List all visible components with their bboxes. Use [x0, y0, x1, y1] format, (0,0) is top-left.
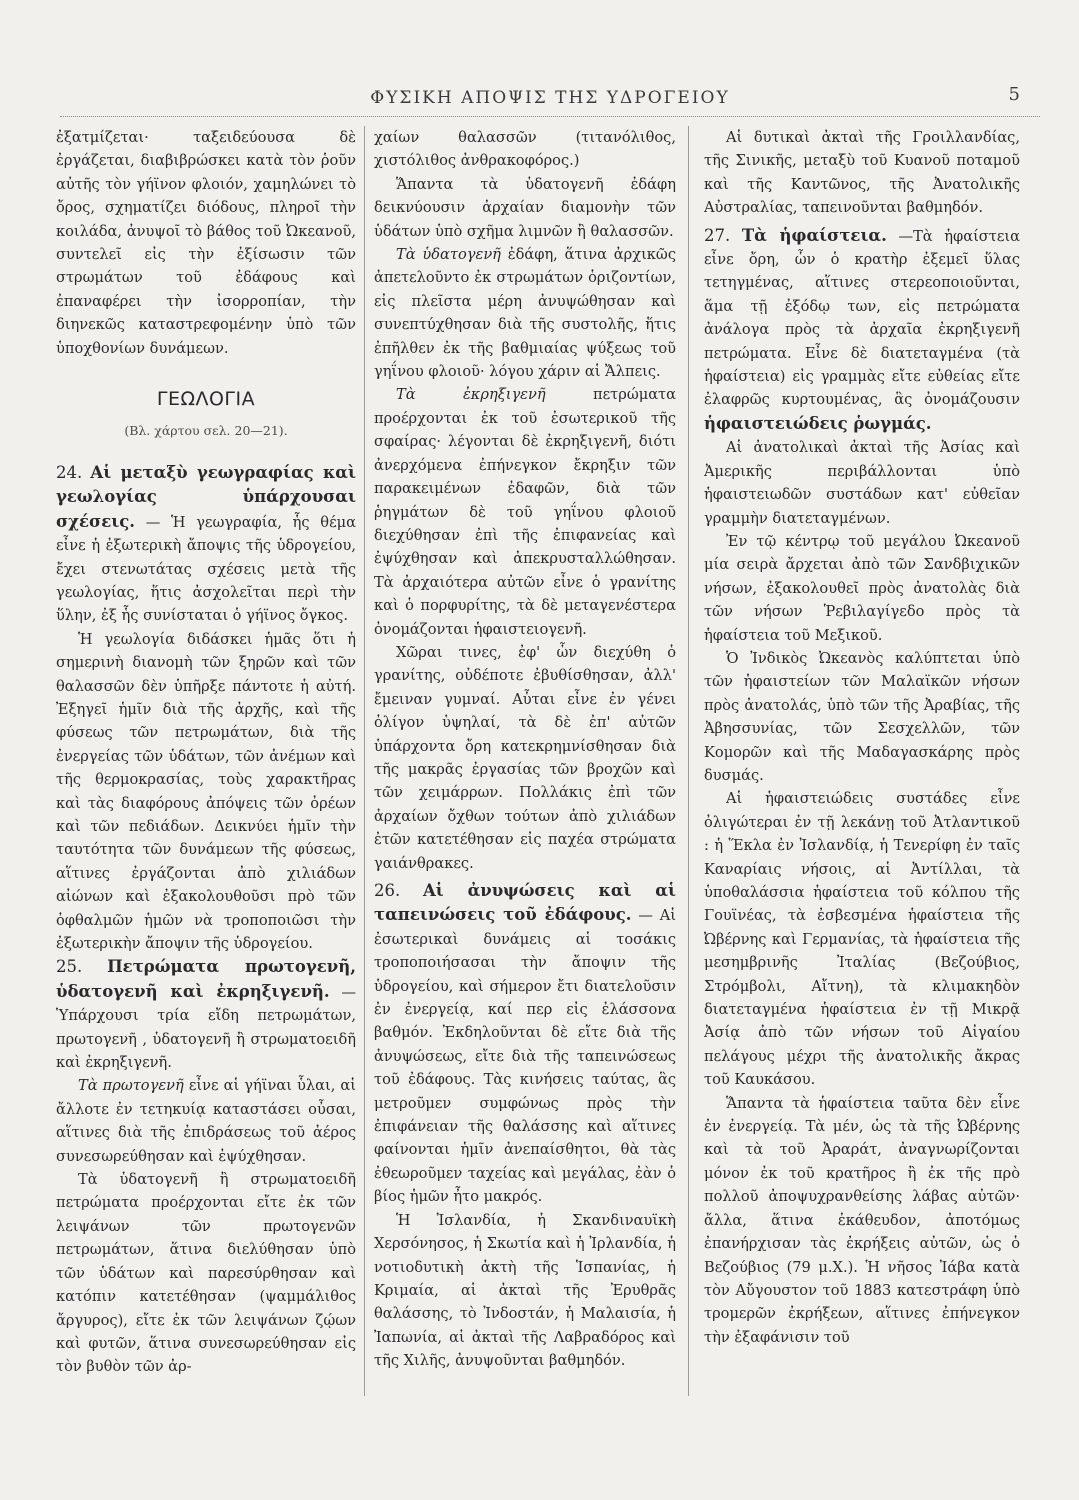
section-24-number: 24.: [56, 462, 83, 482]
primary-rocks-text: εἶνε αἱ γήϊναι ὗλαι, αἱ ἄλλοτε ἐν τετηκυίᾳ καταστάσει οὖσαι, αἵτινες διὰ τῆς ἐπιδράσεως τοῦ ἀέρος συνεσωρεύθησαν καὶ ἐψύχθησαν.: [56, 1077, 356, 1165]
section-25: [56, 955, 356, 1074]
paragraph-active-volcanoes: Ἅπαντα τὰ ἡφαίστεια ταῦτα δὲν εἶνε ἐν ἐνεργείᾳ. Τὰ μέν, ὡς τὰ τῆς Ὠβέρνης καὶ τὰ τοῦ Ἀραράτ, ἀναγνωρίζονται μόνον ἐκ τοῦ κρατῆρος ἢ ἐκ τῆς πρὸ πολλοῦ ἀποψυχρανθείσης λάβας αὐτῶν· ἄλλα, ἅτινα ἐκάθευδον, ἀποτόμως ἐπανήρχισαν τὰς ἐκρήξεις αὐτῶν, ὡς ὁ Βεζούβιος (79 μ.Χ.). Ἡ νῆσος Ἰάβα κατὰ τὸν Αὔγουστον τοῦ 1883 κατεστράφη ὑπὸ τρομερῶν ἐκρήξεων, αἵτινες ἐπήνεγκον τὴν ἐξαφάνισιν τοῦ: [704, 1094, 1020, 1346]
column-2: [374, 126, 676, 1461]
section-24-title: Αἱ μεταξὺ γεωγραφίας καὶ γεωλογίας ὑπάρχουσαι σχέσεις.: [56, 462, 356, 531]
running-title: ΦΥΣΙΚΗ ΑΠΟΨΙΣ ΤΗΣ ΥΔΡΟΓΕΙΟΥ: [370, 88, 730, 108]
uplifted-floors-text: ἐδάφη, ἅτινα ἀρχικῶς ἀπετελοῦντο ἐκ στρωμάτων ὁριζοντίων, εἰς πλεῖστα μέρη ἀνυψώθησαν καὶ συνεπτύχθησαν διὰ τῆς συστολῆς, ἥτις ἐπῆλθεν ἐκ τῆς βαθμιαίας ψύξεως τοῦ γηΐνου φλοιοῦ· λόγου χάριν αἱ Ἄλπεις.: [374, 246, 676, 381]
section-24: [56, 461, 356, 628]
geology-map-reference: (Βλ. χάρτου σελ. 20—21).: [124, 423, 288, 439]
term-eruptive: Τὰ ἐκρηξιγενῆ: [396, 386, 546, 404]
paragraph-pacific-chain: Ἐν τῷ κέντρῳ τοῦ μεγάλου Ὠκεανοῦ μία σειρὰ ἄρχεται ἀπὸ τῶν Σανδβιχικῶν νήσων, ἐξακολουθεῖ πρὸς ἀνατολὰς διὰ τῶν νήσων Ῥεβιλαγίγεδο πρὸς τὰ ἡφαίστεια τοῦ Μεξικοῦ.: [704, 532, 1020, 644]
section-25-number: 25.: [56, 957, 83, 977]
section-26-title: Αἱ ἀνυψώσεις καὶ αἱ ταπεινώσεις τοῦ ἐδάφους.: [374, 881, 676, 925]
section-26-number: 26.: [374, 881, 401, 900]
eruptive-rocks-text: πετρώματα προέρχονται ἐκ τοῦ ἐσωτερικοῦ τῆς σφαίρας· λέγονται δὲ ἐκρηξιγενῆ, διότι ἀνερχόμενα ἐπήνεγκον ἔκρηξιν τῶν παρακειμένων ἐδαφῶν, διὰ τῶν ῥηγμάτων δὲ τοῦ γηΐνου φλοιοῦ διεχύθησαν ἐπὶ τῆς ἐπιφανείας καὶ ἐψύχθησαν καὶ ἀπεκρυσταλλώθησαν. Τὰ ἀρχαιότερα αὐτῶν εἶνε ὁ γρανίτης καὶ ὁ πορφυρίτης, τὰ δὲ μεταγενέστερα ὀνομάζονται ἡφαιστειογενῆ.: [374, 386, 676, 638]
term-sedimentary: Τὰ ὑδατογενῆ: [396, 246, 501, 264]
paragraph-primary-rocks: [56, 1074, 356, 1168]
paragraph-uplifted-floors: [374, 243, 676, 383]
paragraph-eruptive-rocks: [374, 383, 676, 640]
term-primary: Τὰ πρωτογενῆ: [78, 1077, 184, 1095]
section-27-text: —Τὰ ἡφαίστεια εἶνε ὄρη, ὧν ὁ κρατὴρ ἐξεμεῖ ὕλας τετηγμένας, αἵτινες στερεοποιοῦνται, ἅμα τῇ ἐξόδῳ των, εἰς πετρώματα ἀνάλογα πρὸς τὰ ἀρχαῖα ἐκρηξιγενῆ πετρώματα. Εἶνε δὲ διατεταγμένα (τὰ ἡφαίστεια) εἰς γραμμὰς εἴτε εὐθείας εἴτε ἐλαφρῶς κυρτουμένας, ἃς ὀνομάζουσιν: [704, 227, 1020, 409]
column-1: [56, 126, 356, 1461]
paragraph-atlantic-volcanoes: Αἱ ἡφαιστειώδεις συστάδες εἶνε ὀλιγώτεραι ἐν τῇ λεκάνῃ τοῦ Ἀτλαντικοῦ : ἡ Ἕκλα ἐν Ἰσλανδίᾳ, ἡ Τενερίφη ἐν ταῖς Καναρίαις νήσοις, αἱ Ἀντίλλαι, τὰ ὑποθαλάσσια ἡφαίστεια τοῦ κόλπου τῆς Γουϊνέας, τὰ ἐσβεσμένα ἡφαίστεια τῆς Ὠβέρνης καὶ Γερμανίας, τὰ ἡφαίστεια τῆς μεσημβρινῆς Ἰταλίας (Βεζούβιος, Στρόμβολι, Αἴτνη), τὰ κλιμακηδὸν διατεταγμένα ἡφαίστεια ἐν τῇ Μικρᾷ Ἀσίᾳ ἀπὸ τῶν νήσων τοῦ Αἰγαίου πελάγους μέχρι τῆς ἀνατολικῆς ἄκρας τοῦ Καυκάσου.: [704, 790, 1020, 1089]
paragraph-sinking-coasts: Αἱ δυτικαὶ ἀκταὶ τῆς Γροιλλανδίας, τῆς Σινικῆς, μεταξὺ τοῦ Κυανοῦ ποταμοῦ καὶ τῆς Καντῶνος, τῆς Ἀνατολικῆς Αὐστραλίας, ταπεινοῦνται βαθμηδόν.: [704, 129, 1020, 217]
section-25-text: — Ὑπάρχουσι τρία εἴδη πετρωμάτων, πρωτογενῆ , ὑδατογενῆ ἢ στρωματοειδῆ καὶ ἐκρηξιγενῆ.: [56, 983, 356, 1072]
section-25-title: Πετρώματα πρωτογενῆ, ὑδατογενῆ καὶ ἐκρηξιγενῆ.: [56, 957, 356, 1001]
paragraph-asia-america: Αἱ ἀνατολικαὶ ἀκταὶ τῆς Ἀσίας καὶ Ἀμερικῆς περιβάλλονται ὑπὸ ἡφαιστειωδῶν συστάδων κατ' εὐθεῖαν γραμμὴν διατεταγμένων.: [704, 439, 1020, 527]
section-27-title: Τὰ ἡφαίστεια.: [741, 225, 887, 245]
paragraph-ancient-seas: χαίων θαλασσῶν (τιτανόλιθος, χιστόλιθος ἀνθρακοφόρος.): [374, 129, 676, 170]
section-27-number: 27.: [704, 225, 731, 245]
paragraph-ocean-work: ἐξατμίζεται· ταξειδεύουσα δὲ ἐργάζεται, διαβιβρώσκει κατὰ τὸν ῥοῦν αὐτῆς τὸν γήϊνον φλοιόν, χαμηλώνει τὸ ὄρος, σχηματίζει διόδους, πληροῖ τὴν κοιλάδα, ἀνυψοῖ τὸ βάθος τοῦ Ὠκεανοῦ, συντελεῖ εἰς τὴν ἐξίσωσιν τῶν στρωμάτων τοῦ ἐδάφους καὶ ἐπαναφέρει τὴν ἰσορροπίαν, τὴν διηνεκῶς καταστρεφομένην ὑπὸ τῶν ὑποχθονίων δυνάμεων.: [56, 129, 356, 357]
section-24-text: — Ἡ γεωγραφία, ἧς θέμα εἶνε ἡ ἐξωτερικὴ ἄποψις τῆς ὑδρογείου, ἔχει στενωτάτας σχέσεις μετὰ τῆς γεωλογίας, ἥτις ἀσχολεῖται περὶ τὴν ὕλην, ἐξ ἧς συνίσταται ὁ γήϊνος ὄγκος.: [56, 513, 356, 625]
running-head: [60, 78, 1040, 118]
paragraph-granite-lands: Χῶραι τινες, ἐφ' ὧν διεχύθη ὁ γρανίτης, οὐδέποτε ἐβυθίσθησαν, ἀλλ' ἔμειναν γυμναί. Αὗται εἶνε ἐν γένει ὀλίγον ὑψηλαί, τὰ δὲ ἐπ' αὐτῶν ὑπάρχοντα ὄρη κατεκρημνίσθησαν διὰ τῆς μακρᾶς ἐργασίας τῶν βροχῶν καὶ τῶν χειμάρρων. Πολλάκις ἐπὶ τῶν ἀρχαίων ὄχθων τούτων ἀπὸ χιλιάδων ἐτῶν κατετέθησαν εἰς παχέα στρώματα γαιάνθρακες.: [374, 643, 676, 872]
column-3: [704, 126, 1020, 1461]
paragraph-sedimentary-rocks: Τὰ ὑδατογενῆ ἢ στρωματοειδῆ πετρώματα προέρχονται εἴτε ἐκ τῶν λειψάνων τῶν πρωτογενῶν πετρωμάτων, ἅτινα διελύθησαν ὑπὸ τῶν ὑδάτων καὶ παρεσύρθησαν καὶ κατόπιν κατετέθησαν (ψαμμάλιθος ἄργυρος), εἴτε ἐκ τῶν λειψάνων ζῴων καὶ φυτῶν, ἅτινα συνεσωρεύθησαν εἰς τὸν βυθὸν τῶν ἀρ-: [56, 1171, 356, 1376]
section-26-text: — Αἱ ἐσωτερικαὶ δυνάμεις αἱ τοσάκις τροποποιήσασαι τὴν ἄποψιν τῆς ὑδρογείου, καὶ σήμερον ἔτι διατελοῦσιν ἐν ἐνεργείᾳ, καί περ εἰς ἐλάσσονα βαθμόν. Ἐκδηλοῦνται δὲ εἴτε διὰ τῆς ἀνυψώσεως, εἴτε διὰ τῆς ταπεινώσεως τοῦ ἐδάφους. Τὰς κινήσεις ταύτας, ἃς μετροῦμεν συμφώνως πρὸς τὴν ἐπιφάνειαν τῆς θαλάσσης καὶ αἵτινες φαίνονται ἡμῖν ἀνεπαίσθητοι, θὰ τὰς ἐθεωροῦμεν ταχείας καὶ μεγάλας, ἐὰν ὁ βίος ἡμῶν ἦτο μακρός.: [374, 907, 676, 1206]
paragraph-rising-lands: Ἡ Ἰσλανδία, ἡ Σκανδιναυϊκὴ Χερσόνησος, ἡ Σκωτία καὶ ἡ Ἰρλανδία, ἡ νοτιοδυτικὴ ἀκτὴ τῆς Ἱσπανίας, ἡ Κριμαία, αἱ ἀκταὶ τῆς Ἐρυθρᾶς θαλάσσης, τὸ Ἰνδοστάν, ἡ Μαλαισία, ἡ Ἰαπωνία, αἱ ἀκταὶ τῆς Λαβραδόρος καὶ τῆς Χιλῆς, ἀνυψοῦνται βαθμηδόν.: [374, 1211, 676, 1370]
paragraph-indian-ocean: Ὁ Ἰνδικὸς Ὠκεανὸς καλύπτεται ὑπὸ τῶν ἡφαιστείων τῶν Μαλαϊκῶν νήσων πρὸς ἀνατολάς, ὑπὸ τῶν τῆς Ἀραβίας, τῆς Ἀβησσυνίας, τῶν Σεσχελλῶν, τῶν Κομορῶν καὶ τῆς Μαδαγασκάρης πρὸς δυσμάς.: [704, 649, 1020, 784]
paragraph-sedimentary-floors: Ἅπαντα τὰ ὑδατογενῆ ἐδάφη δεικνύουσιν ἀρχαίαν διαμονὴν τῶν ὑδάτων ὑπὸ σχῆμα λιμνῶν ἢ θαλασσῶν.: [374, 175, 676, 240]
section-27: [704, 224, 1020, 437]
page-number: 5: [1008, 84, 1020, 105]
column-divider-2: [688, 126, 689, 1396]
column-divider-1: [364, 126, 365, 1396]
header-rule: [60, 116, 1040, 117]
section-26: [374, 879, 676, 1209]
paragraph-geology-teaches: Ἡ γεωλογία διδάσκει ἡμᾶς ὅτι ἡ σημερινὴ διανομὴ τῶν ξηρῶν καὶ τῶν θαλασσῶν δὲν ὑπῆρξε πάντοτε ἡ αὐτή. Ἐξηγεῖ ἡμῖν διὰ τῆς ἀρχῆς, καὶ τῆς φύσεως τῶν πετρωμάτων, διὰ τῆς ἐνεργείας τῶν ὑδάτων, τῶν ἀνέμων καὶ τῆς θερμοκρασίας, τοὺς χαρακτῆρας καὶ τὰς διαφόρους ἀπόψεις τῶν ὀρέων καὶ τῶν πεδιάδων. Δεικνύει ἡμῖν τὴν ταυτότητα τῶν δυνάμεων τῆς φύσεως, αἵτινες ἐργάζονται ἀπὸ χιλιάδων αἰώνων καὶ ἐξακολουθοῦσι πρὸ τῶν ὀφθαλμῶν ἡμῶν νὰ τροποποιῶσι τὴν ἐξωτερικὴν ἄποψιν τῆς ὑδρογείου.: [56, 630, 356, 952]
geology-heading: ΓΕΩΛΟΓΙΑ: [156, 388, 256, 411]
volcanic-fissures-term: ἡφαιστειώδεις ῥωγμάς.: [704, 413, 932, 433]
